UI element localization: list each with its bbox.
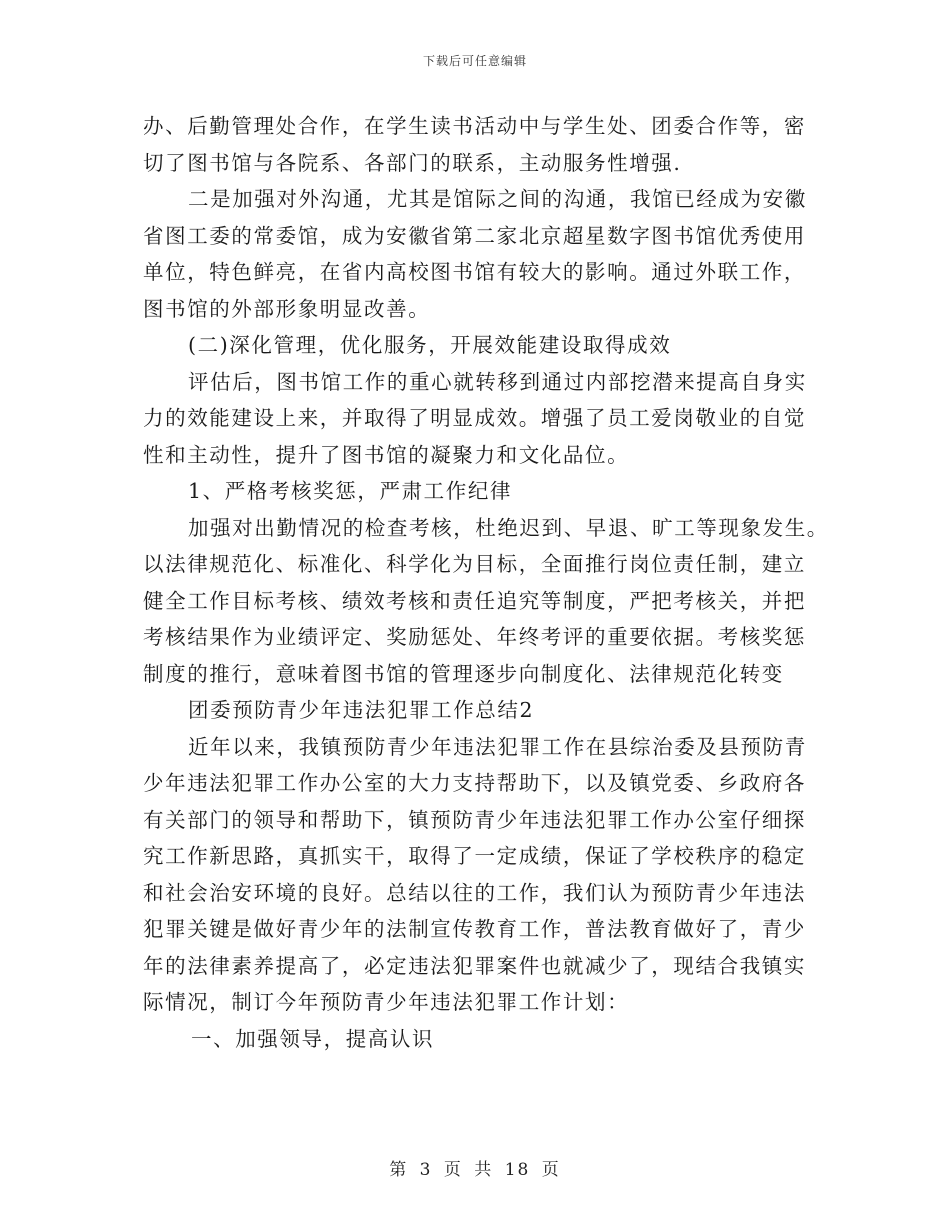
text-line: 评估后，图书馆工作的重心就转移到通过内部挖潜来提高自身实 <box>188 369 807 394</box>
page-number: 第 3 页 共 18 页 <box>389 1160 561 1180</box>
text-line: 际情况，制订今年预防青少年违法犯罪工作计划： <box>143 990 630 1014</box>
section-heading: 一、加强领导，提高认识 <box>191 1026 435 1051</box>
text-line: 有关部门的领导和帮助下，镇预防青少年违法犯罪工作办公室仔细探 <box>143 807 806 832</box>
text-line: 二是加强对外沟通，尤其是馆际之间的沟通，我馆已经成为安徽 <box>188 187 807 211</box>
text-line: 健全工作目标考核、绩效考核和责任追究等制度，严把考核关，并把 <box>143 588 806 613</box>
text-line: 究工作新思路，真抓实干，取得了一定成绩，保证了学校秩序的稳定 <box>143 844 806 868</box>
text-line: 办、后勤管理处合作，在学生读书活动中与学生处、团委合作等，密 <box>143 114 806 138</box>
text-line: 省图工委的常委馆，成为安徽省第二家北京超星数字图书馆优秀使用 <box>143 223 806 248</box>
text-line: 犯罪关键是做好青少年的法制宣传教育工作，普法教育做好了，青少 <box>143 917 806 941</box>
section-heading: (二)深化管理，优化服务，开展效能建设取得成效 <box>188 333 672 357</box>
text-line: 性和主动性，提升了图书馆的凝聚力和文化品位。 <box>143 442 630 467</box>
text-line: 近年以来，我镇预防青少年违法犯罪工作在县综治委及县预防青 <box>188 734 807 759</box>
text-line: 和社会治安环境的良好。总结以往的工作，我们认为预防青少年违法 <box>143 880 806 905</box>
text-line: 制度的推行，意味着图书馆的管理逐步向制度化、法律规范化转变 <box>143 661 784 686</box>
text-line: 单位，特色鲜亮，在省内高校图书馆有较大的影响。通过外联工作， <box>143 260 806 284</box>
document-title: 团委预防青少年违法犯罪工作总结2 <box>188 698 535 722</box>
text-line: 图书馆的外部形象明显改善。 <box>143 296 431 321</box>
text-line: 加强对出勤情况的检查考核，杜绝迟到、早退、旷工等现象发生。 <box>188 515 829 540</box>
page-header: 下载后可任意编辑 <box>422 54 527 68</box>
text-line: 少年违法犯罪工作办公室的大力支持帮助下，以及镇党委、乡政府各 <box>143 771 806 795</box>
text-line: 以法律规范化、标准化、科学化为目标，全面推行岗位责任制，建立 <box>143 552 806 576</box>
document-body <box>143 108 829 1057</box>
text-line: 考核结果作为业绩评定、奖励惩处、年终考评的重要依据。考核奖惩 <box>143 625 806 649</box>
subsection-heading: 1、严格考核奖惩，严肃工作纪律 <box>188 479 513 503</box>
text-line: 切了图书馆与各院系、各部门的联系，主动服务性增强. <box>143 150 682 175</box>
text-line: 力的效能建设上来，并取得了明显成效。增强了员工爱岗敬业的自觉 <box>143 406 806 430</box>
text-line: 年的法律素养提高了，必定违法犯罪案件也就减少了，现结合我镇实 <box>143 953 806 978</box>
